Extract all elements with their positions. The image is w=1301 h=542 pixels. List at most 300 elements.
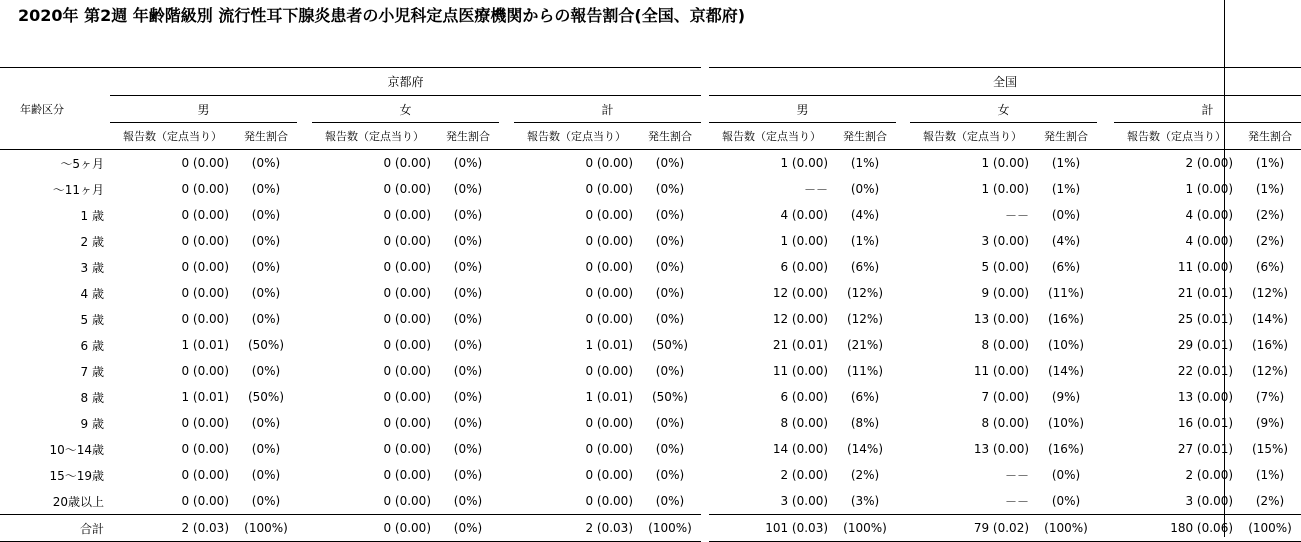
col-count: 報告数（定点当り）	[312, 123, 437, 150]
rate-cell: (10%)	[1047, 338, 1085, 352]
rate-cell: (0%)	[655, 468, 685, 482]
rate-cell: (7%)	[1255, 390, 1285, 404]
spacer-cell	[896, 436, 910, 462]
spacer-cell	[297, 254, 312, 280]
kyoto-male-header: 男	[110, 96, 297, 123]
table-row	[0, 436, 1301, 462]
count-cell: 0 (0.00)	[181, 442, 229, 456]
rate-cell: (0%)	[1051, 208, 1081, 222]
rate-cell: (16%)	[1047, 312, 1085, 326]
kyoto-total-header: 計	[514, 96, 701, 123]
rate-cell: (0%)	[251, 182, 281, 196]
spacer-cell	[499, 514, 514, 542]
spacer-cell	[297, 332, 312, 358]
rate-cell: (0%)	[453, 286, 483, 300]
rate-cell: (0%)	[655, 182, 685, 196]
rate-cell: (0%)	[453, 442, 483, 456]
count-cell: 1 (0.01)	[585, 338, 633, 352]
spacer-cell	[701, 332, 709, 358]
rate-cell: (2%)	[1255, 494, 1285, 508]
rate-cell: (6%)	[1051, 260, 1081, 274]
spacer-cell	[297, 488, 312, 514]
rate-cell: (100%)	[639, 514, 701, 542]
spacer-cell	[896, 202, 910, 228]
rate-cell: (12%)	[846, 286, 884, 300]
age-cell: ～11ヶ月	[52, 182, 104, 197]
rate-cell: (0%)	[1051, 494, 1081, 508]
rate-cell: (0%)	[251, 312, 281, 326]
kyoto-female-header: 女	[312, 96, 499, 123]
spacer-cell	[896, 358, 910, 384]
count-cell: 0 (0.00)	[383, 234, 431, 248]
rate-cell: (0%)	[453, 416, 483, 430]
rate-cell: (0%)	[655, 208, 685, 222]
rate-cell: (9%)	[1051, 390, 1081, 404]
spacer-cell	[499, 306, 514, 332]
count-cell: －－	[1005, 208, 1030, 223]
count-cell: 1 (0.01)	[585, 390, 633, 404]
rate-cell: (0%)	[453, 234, 483, 248]
rate-cell: (100%)	[235, 514, 297, 542]
count-cell: 0 (0.00)	[181, 468, 229, 482]
count-cell: 0 (0.00)	[383, 208, 431, 222]
count-cell: 0 (0.00)	[585, 156, 633, 170]
rate-cell: (0%)	[453, 338, 483, 352]
count-cell: 101 (0.03)	[709, 514, 834, 542]
rate-cell: (0%)	[453, 364, 483, 378]
count-cell: 21 (0.01)	[1177, 286, 1234, 300]
table-row	[0, 306, 1301, 332]
count-cell: 3 (0.00)	[780, 494, 829, 508]
count-cell: 0 (0.00)	[383, 156, 431, 170]
spacer-cell	[1097, 488, 1114, 514]
spacer-cell	[297, 514, 312, 542]
rate-cell: (2%)	[850, 468, 880, 482]
rate-cell: (21%)	[846, 338, 884, 352]
count-cell: 79 (0.02)	[910, 514, 1035, 542]
count-cell: 0 (0.00)	[181, 286, 229, 300]
spacer-cell	[499, 254, 514, 280]
spacer-cell	[701, 176, 709, 202]
count-cell: 0 (0.00)	[383, 338, 431, 352]
count-cell: 0 (0.00)	[383, 442, 431, 456]
count-cell: 0 (0.00)	[585, 364, 633, 378]
count-cell: 27 (0.01)	[1177, 442, 1234, 456]
total-row	[0, 514, 1301, 542]
spacer-cell	[499, 462, 514, 488]
count-cell: 29 (0.01)	[1177, 338, 1234, 352]
count-cell: 2 (0.00)	[780, 468, 829, 482]
table-header	[0, 67, 1301, 150]
col-count: 報告数（定点当り）	[709, 123, 834, 150]
spacer-cell	[297, 384, 312, 410]
count-cell: 3 (0.00)	[1185, 494, 1234, 508]
table-row	[0, 488, 1301, 514]
spacer-cell	[297, 176, 312, 202]
rate-cell: (0%)	[453, 260, 483, 274]
spacer-cell	[701, 202, 709, 228]
count-cell: 11 (0.00)	[772, 364, 829, 378]
rate-cell: (1%)	[1255, 182, 1285, 196]
spacer-cell	[297, 228, 312, 254]
count-cell: －－	[804, 182, 829, 197]
rate-cell: (0%)	[1051, 468, 1081, 482]
col-rate: 発生割合	[235, 123, 297, 150]
spacer-cell	[1097, 150, 1114, 176]
count-cell: 1 (0.00)	[981, 182, 1030, 196]
count-cell: 0 (0.00)	[181, 234, 229, 248]
rate-cell: (50%)	[651, 390, 689, 404]
rate-cell: (1%)	[850, 156, 880, 170]
count-cell: 0 (0.00)	[383, 364, 431, 378]
rate-cell: (0%)	[655, 312, 685, 326]
spacer-cell	[896, 150, 910, 176]
count-cell: －－	[1005, 468, 1030, 483]
count-cell: 0 (0.00)	[312, 514, 437, 542]
count-cell: 25 (0.01)	[1177, 312, 1234, 326]
col-rate: 発生割合	[437, 123, 499, 150]
age-cell: 6 歳	[80, 338, 104, 353]
age-cell: 2 歳	[80, 234, 104, 249]
rate-cell: (0%)	[453, 208, 483, 222]
count-cell: 16 (0.01)	[1177, 416, 1234, 430]
count-cell: 12 (0.00)	[772, 286, 829, 300]
count-cell: 0 (0.00)	[585, 182, 633, 196]
rate-cell: (0%)	[251, 442, 281, 456]
spacer-cell	[1097, 228, 1114, 254]
spacer-cell	[297, 462, 312, 488]
rate-cell: (15%)	[1252, 442, 1289, 456]
table-row	[0, 358, 1301, 384]
spacer-cell	[1097, 462, 1114, 488]
rate-cell: (0%)	[655, 494, 685, 508]
rate-cell: (2%)	[1255, 234, 1285, 248]
count-cell: 0 (0.00)	[585, 286, 633, 300]
count-cell: 1 (0.00)	[1185, 182, 1234, 196]
spacer-cell	[499, 436, 514, 462]
rate-cell: (2%)	[1255, 208, 1285, 222]
table-body	[0, 150, 1301, 542]
rate-cell: (0%)	[453, 182, 483, 196]
rate-cell: (0%)	[453, 468, 483, 482]
spacer-cell	[896, 410, 910, 436]
count-cell: 0 (0.00)	[585, 468, 633, 482]
rate-cell: (4%)	[1051, 234, 1081, 248]
count-cell: 0 (0.00)	[585, 312, 633, 326]
col-count: 報告数（定点当り）	[1114, 123, 1239, 150]
col-rate: 発生割合	[1035, 123, 1097, 150]
spacer-cell	[701, 488, 709, 514]
count-cell: 1 (0.00)	[981, 156, 1030, 170]
spacer-cell	[499, 410, 514, 436]
count-cell: 0 (0.00)	[585, 494, 633, 508]
count-cell: 2 (0.00)	[1185, 468, 1234, 482]
age-cell: 5 歳	[80, 312, 104, 327]
rate-cell: (0%)	[655, 260, 685, 274]
count-cell: 0 (0.00)	[383, 182, 431, 196]
count-cell: 0 (0.00)	[383, 260, 431, 274]
rate-cell: (12%)	[1252, 364, 1289, 378]
count-cell: 0 (0.00)	[383, 416, 431, 430]
rate-cell: (1%)	[850, 234, 880, 248]
spacer-cell	[896, 254, 910, 280]
spacer-cell	[896, 228, 910, 254]
count-cell: 6 (0.00)	[780, 390, 829, 404]
age-cell: 3 歳	[80, 260, 104, 275]
col-rate: 発生割合	[639, 123, 701, 150]
count-cell: 0 (0.00)	[181, 208, 229, 222]
region-kyoto: 京都府	[110, 67, 701, 96]
rate-cell: (4%)	[850, 208, 880, 222]
rate-cell: (12%)	[1252, 286, 1289, 300]
rate-cell: (0%)	[655, 234, 685, 248]
spacer-cell	[499, 150, 514, 176]
spacer-cell	[896, 384, 910, 410]
count-cell: 0 (0.00)	[585, 442, 633, 456]
spacer-cell	[1097, 436, 1114, 462]
report-table	[0, 67, 1301, 542]
spacer-cell	[1097, 410, 1114, 436]
table-row	[0, 228, 1301, 254]
spacer-cell	[297, 202, 312, 228]
spacer-cell	[896, 306, 910, 332]
rate-cell: (6%)	[850, 390, 880, 404]
count-cell: 5 (0.00)	[981, 260, 1030, 274]
count-cell: 1 (0.00)	[780, 234, 829, 248]
spacer-cell	[1097, 358, 1114, 384]
count-cell: 2 (0.03)	[514, 514, 639, 542]
count-cell: 0 (0.00)	[383, 312, 431, 326]
age-cell: 7 歳	[80, 364, 104, 379]
rate-cell: (10%)	[1047, 416, 1085, 430]
count-cell: 0 (0.00)	[383, 494, 431, 508]
spacer-cell	[701, 150, 709, 176]
rate-cell: (0%)	[251, 286, 281, 300]
spacer-cell	[1097, 514, 1114, 542]
rate-cell: (0%)	[655, 442, 685, 456]
table-row	[0, 176, 1301, 202]
count-cell: 2 (0.03)	[110, 514, 235, 542]
rate-cell: (100%)	[1035, 514, 1097, 542]
rate-cell: (16%)	[1252, 338, 1289, 352]
rate-cell: (12%)	[846, 312, 884, 326]
count-cell: 0 (0.00)	[181, 312, 229, 326]
spacer-cell	[701, 514, 709, 542]
spacer-cell	[297, 306, 312, 332]
spacer-cell	[701, 280, 709, 306]
count-cell: 1 (0.00)	[780, 156, 829, 170]
col-rate: 発生割合	[1239, 123, 1301, 150]
rate-cell: (11%)	[846, 364, 884, 378]
count-cell: 13 (0.00)	[973, 312, 1030, 326]
rate-cell: (1%)	[1255, 156, 1285, 170]
age-cell: 20歳以上	[52, 494, 104, 509]
spacer-cell	[499, 228, 514, 254]
rate-cell: (0%)	[251, 156, 281, 170]
count-cell: 0 (0.00)	[181, 494, 229, 508]
count-cell: 21 (0.01)	[772, 338, 829, 352]
rate-cell: (0%)	[655, 286, 685, 300]
count-cell: 0 (0.00)	[383, 286, 431, 300]
spacer-cell	[701, 462, 709, 488]
count-cell: 14 (0.00)	[772, 442, 829, 456]
spacer-cell	[896, 514, 910, 542]
spacer-cell	[896, 176, 910, 202]
spacer-cell	[701, 306, 709, 332]
spacer-cell	[499, 176, 514, 202]
rate-cell: (1%)	[1051, 156, 1081, 170]
age-cell: ～5ヶ月	[60, 156, 104, 171]
rate-cell: (0%)	[453, 156, 483, 170]
count-cell: 7 (0.00)	[981, 390, 1030, 404]
spacer-cell	[701, 228, 709, 254]
table-row	[0, 280, 1301, 306]
spacer-cell	[1097, 332, 1114, 358]
age-cell: 9 歳	[80, 416, 104, 431]
age-cell: 4 歳	[80, 286, 104, 301]
rate-cell: (3%)	[850, 494, 880, 508]
col-count: 報告数（定点当り）	[910, 123, 1035, 150]
rate-cell: (16%)	[1047, 442, 1085, 456]
rate-cell: (0%)	[251, 208, 281, 222]
spacer-cell	[297, 410, 312, 436]
spacer-cell	[701, 410, 709, 436]
count-cell: 0 (0.00)	[383, 468, 431, 482]
rate-cell: (11%)	[1047, 286, 1085, 300]
spacer-cell	[499, 202, 514, 228]
table-row	[0, 384, 1301, 410]
spacer-cell	[1097, 280, 1114, 306]
spacer-cell	[499, 280, 514, 306]
table-row	[0, 462, 1301, 488]
age-cell: 10～14歳	[49, 442, 104, 457]
count-cell: 3 (0.00)	[981, 234, 1030, 248]
rate-cell: (1%)	[1051, 182, 1081, 196]
spacer-cell	[896, 462, 910, 488]
col-count: 報告数（定点当り）	[514, 123, 639, 150]
rate-cell: (50%)	[651, 338, 689, 352]
rate-cell: (0%)	[655, 156, 685, 170]
rate-cell: (0%)	[655, 416, 685, 430]
count-cell: 8 (0.00)	[981, 416, 1030, 430]
count-cell: 12 (0.00)	[772, 312, 829, 326]
table-row	[0, 202, 1301, 228]
spacer-cell	[297, 150, 312, 176]
count-cell: 13 (0.00)	[973, 442, 1030, 456]
count-cell: 11 (0.00)	[973, 364, 1030, 378]
spacer-cell	[1097, 176, 1114, 202]
count-cell: 0 (0.00)	[585, 208, 633, 222]
rate-cell: (0%)	[251, 416, 281, 430]
rate-cell: (0%)	[453, 390, 483, 404]
count-cell: 0 (0.00)	[585, 416, 633, 430]
spacer-cell	[896, 332, 910, 358]
age-header: 年齢区分	[0, 67, 110, 150]
rate-cell: (0%)	[251, 494, 281, 508]
rate-cell: (50%)	[247, 338, 285, 352]
table-row	[0, 410, 1301, 436]
spacer-cell	[1097, 306, 1114, 332]
col-count: 報告数（定点当り）	[110, 123, 235, 150]
rate-cell: (1%)	[1255, 468, 1285, 482]
count-cell: 0 (0.00)	[181, 182, 229, 196]
count-cell: 11 (0.00)	[1177, 260, 1234, 274]
rate-cell: (14%)	[1047, 364, 1085, 378]
rate-cell: (0%)	[251, 468, 281, 482]
count-cell: 0 (0.00)	[181, 260, 229, 274]
count-cell: 2 (0.00)	[1185, 156, 1234, 170]
rate-cell: (0%)	[850, 182, 880, 196]
count-cell: 4 (0.00)	[1185, 234, 1234, 248]
rate-cell: (50%)	[247, 390, 285, 404]
national-male-header: 男	[709, 96, 896, 123]
col-rate: 発生割合	[834, 123, 896, 150]
spacer-cell	[896, 280, 910, 306]
count-cell: 9 (0.00)	[981, 286, 1030, 300]
spacer-cell	[1097, 254, 1114, 280]
age-cell: 合計	[0, 514, 110, 542]
spacer-cell	[701, 384, 709, 410]
count-cell: 0 (0.00)	[585, 234, 633, 248]
count-cell: 0 (0.00)	[383, 390, 431, 404]
rate-cell: (100%)	[834, 514, 896, 542]
rate-cell: (6%)	[850, 260, 880, 274]
count-cell: 1 (0.01)	[181, 390, 229, 404]
rate-cell: (0%)	[437, 514, 499, 542]
count-cell: 0 (0.00)	[181, 364, 229, 378]
count-cell: 4 (0.00)	[780, 208, 829, 222]
rate-cell: (0%)	[655, 364, 685, 378]
count-cell: 0 (0.00)	[181, 156, 229, 170]
count-cell: 1 (0.01)	[181, 338, 229, 352]
spacer-cell	[896, 488, 910, 514]
rate-cell: (0%)	[251, 364, 281, 378]
table-row	[0, 150, 1301, 176]
rate-cell: (0%)	[251, 260, 281, 274]
spacer-cell	[701, 254, 709, 280]
spacer-cell	[499, 332, 514, 358]
rate-cell: (0%)	[251, 234, 281, 248]
count-cell: 0 (0.00)	[585, 260, 633, 274]
national-total-header: 計	[1114, 96, 1301, 123]
count-cell: 0 (0.00)	[181, 416, 229, 430]
spacer-cell	[499, 384, 514, 410]
count-cell: 180 (0.06)	[1114, 514, 1239, 542]
national-female-header: 女	[910, 96, 1097, 123]
count-cell: 13 (0.00)	[1177, 390, 1234, 404]
spacer-cell	[701, 358, 709, 384]
rate-cell: (100%)	[1239, 514, 1301, 542]
age-cell: 8 歳	[80, 390, 104, 405]
spacer-cell	[499, 358, 514, 384]
count-cell: 4 (0.00)	[1185, 208, 1234, 222]
rate-cell: (8%)	[850, 416, 880, 430]
spacer-cell	[1097, 202, 1114, 228]
rate-cell: (6%)	[1255, 260, 1285, 274]
rate-cell: (0%)	[453, 312, 483, 326]
count-cell: －－	[1005, 494, 1030, 509]
region-national: 全国	[709, 67, 1301, 96]
age-cell: 15～19歳	[49, 468, 104, 483]
count-cell: 6 (0.00)	[780, 260, 829, 274]
rate-cell: (14%)	[1252, 312, 1289, 326]
spacer-cell	[297, 280, 312, 306]
spacer-cell	[701, 436, 709, 462]
rate-cell: (14%)	[846, 442, 884, 456]
count-cell: 8 (0.00)	[981, 338, 1030, 352]
spacer-cell	[297, 358, 312, 384]
table-row	[0, 254, 1301, 280]
